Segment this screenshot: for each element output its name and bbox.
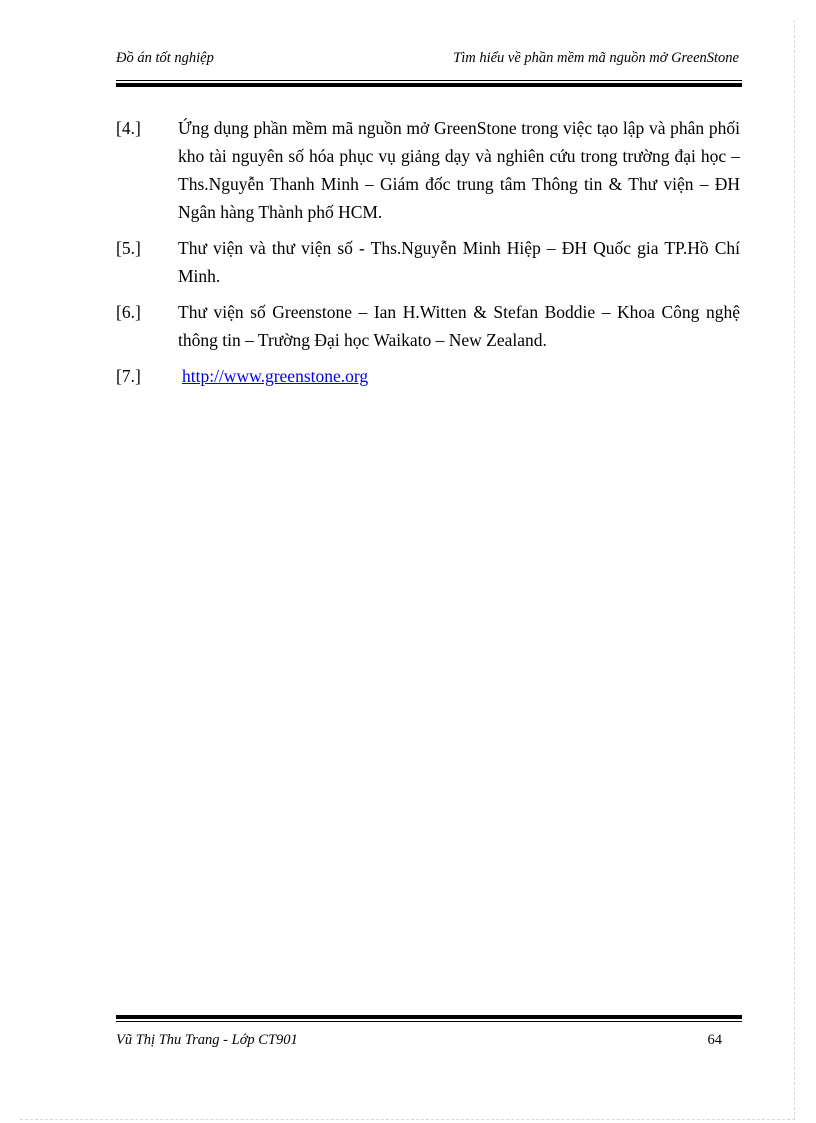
header-document-title: Tìm hiểu về phần mềm mã nguồn mở GreenStone — [453, 50, 739, 66]
reference-item — [116, 234, 740, 290]
reference-number: [7.] — [116, 366, 141, 386]
reference-number: [5.] — [116, 238, 141, 258]
reference-list — [116, 114, 740, 398]
footer-author: Vũ Thị Thu Trang - Lớp CT901 — [116, 1032, 298, 1048]
page-footer — [116, 1015, 742, 1055]
reference-number: [6.] — [116, 302, 141, 322]
header-rule — [116, 80, 742, 87]
reference-text: Thư viện và thư viện số - Ths.Nguyễn Minh Hiệp – ĐH Quốc gia TP.Hồ Chí Minh. — [178, 238, 740, 286]
reference-number: [4.] — [116, 118, 141, 138]
reference-item — [116, 114, 740, 226]
reference-item — [116, 298, 740, 354]
reference-item — [116, 362, 740, 390]
reference-text: Ứng dụng phần mềm mã nguồn mở GreenStone trong việc tạo lập và phân phối kho tài nguyên số hóa phục vụ giảng dạy và nghiên cứu trong trường đại học – Ths.Nguyễn Thanh Minh – Giám đốc trung tâm Thông tin & Thư viện – ĐH Ngân hàng Thành phố HCM. — [178, 118, 740, 222]
header-document-type: Đồ án tốt nghiệp — [116, 50, 214, 66]
page-number: 64 — [707, 1032, 722, 1048]
page-header — [116, 48, 741, 88]
greenstone-website-link[interactable]: http://www.greenstone.org — [182, 366, 369, 386]
footer-rule — [116, 1015, 742, 1022]
reference-text: Thư viện số Greenstone – Ian H.Witten & Stefan Boddie – Khoa Công nghệ thông tin – Trường Đại học Waikato – New Zealand. — [178, 302, 740, 350]
